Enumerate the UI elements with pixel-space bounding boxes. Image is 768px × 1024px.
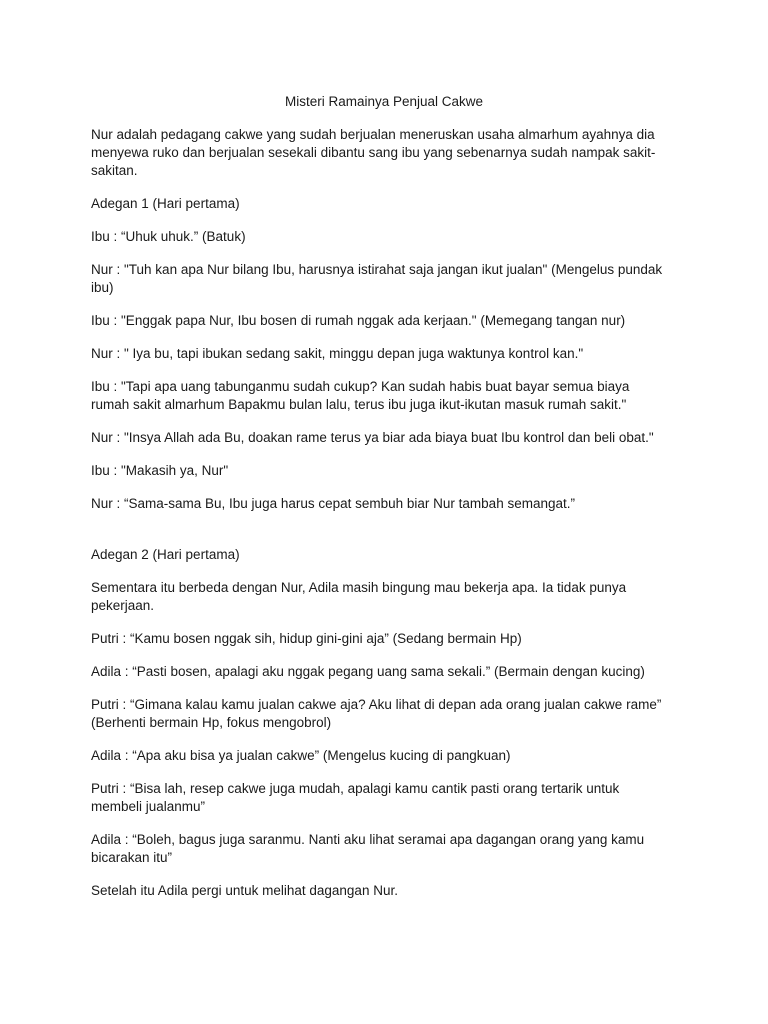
dialogue-line: Adila : “Pasti bosen, apalagi aku nggak pegang uang sama sekali.” (Bermain dengan kucing) [91, 664, 645, 679]
dialogue-line: Ibu : "Enggak papa Nur, Ibu bosen di rumah nggak ada kerjaan." (Memegang tangan nur) [91, 313, 626, 328]
scene-heading: Adegan 2 (Hari pertama) [91, 547, 240, 562]
dialogue-line: Putri : “Bisa lah, resep cakwe juga mudah, apalagi kamu cantik pasti orang tertarik untuk membeli jualanmu” [91, 781, 620, 814]
dialogue-line: Nur : " Iya bu, tapi ibukan sedang sakit, minggu depan juga waktunya kontrol kan." [91, 346, 584, 361]
dialogue-line: Adila : “Boleh, bagus juga saranmu. Nanti aku lihat seramai apa dagangan orang yang kamu bicarakan itu” [91, 832, 645, 865]
dialogue-line: Ibu : "Makasih ya, Nur" [91, 463, 229, 478]
scene-heading: Adegan 1 (Hari pertama) [91, 196, 240, 211]
dialogue-line: Nur : “Sama-sama Bu, Ibu juga harus cepat sembuh biar Nur tambah semangat.” [91, 496, 575, 511]
narration-paragraph: Sementara itu berbeda dengan Nur, Adila masih bingung mau bekerja apa. Ia tidak punya pekerjaan. [91, 580, 627, 613]
dialogue-line: Nur : "Insya Allah ada Bu, doakan rame terus ya biar ada biaya buat Ibu kontrol dan beli obat." [91, 430, 654, 445]
document-title: Misteri Ramainya Penjual Cakwe [284, 94, 484, 109]
dialogue-line: Putri : “Kamu bosen nggak sih, hidup gini-gini aja” (Sedang bermain Hp) [91, 631, 522, 646]
dialogue-line: Adila : “Apa aku bisa ya jualan cakwe” (Mengelus kucing di pangkuan) [91, 748, 511, 763]
narration-paragraph: Setelah itu Adila pergi untuk melihat dagangan Nur. [91, 883, 398, 898]
dialogue-line: Ibu : "Tapi apa uang tabunganmu sudah cukup? Kan sudah habis buat bayar semua biaya rumah sakit almarhum Bapakmu bulan lalu, terus ibu juga ikut-ikutan masuk rumah sakit." [91, 379, 630, 412]
dialogue-line: Nur : "Tuh kan apa Nur bilang Ibu, harusnya istirahat saja jangan ikut jualan" (Mengelus pundak ibu) [91, 262, 663, 295]
document-body [91, 126, 671, 915]
intro-paragraph: Nur adalah pedagang cakwe yang sudah berjualan meneruskan usaha almarhum ayahnya dia menyewa ruko dan berjualan sesekali dibantu sang ibu yang sebenarnya sudah nampak sakit-sakitan. [91, 127, 656, 178]
dialogue-line: Putri : “Gimana kalau kamu jualan cakwe aja? Aku lihat di depan ada orang jualan cakwe rame” (Berhenti bermain Hp, fokus mengobrol) [91, 697, 662, 730]
dialogue-line: Ibu : “Uhuk uhuk.” (Batuk) [91, 229, 246, 244]
